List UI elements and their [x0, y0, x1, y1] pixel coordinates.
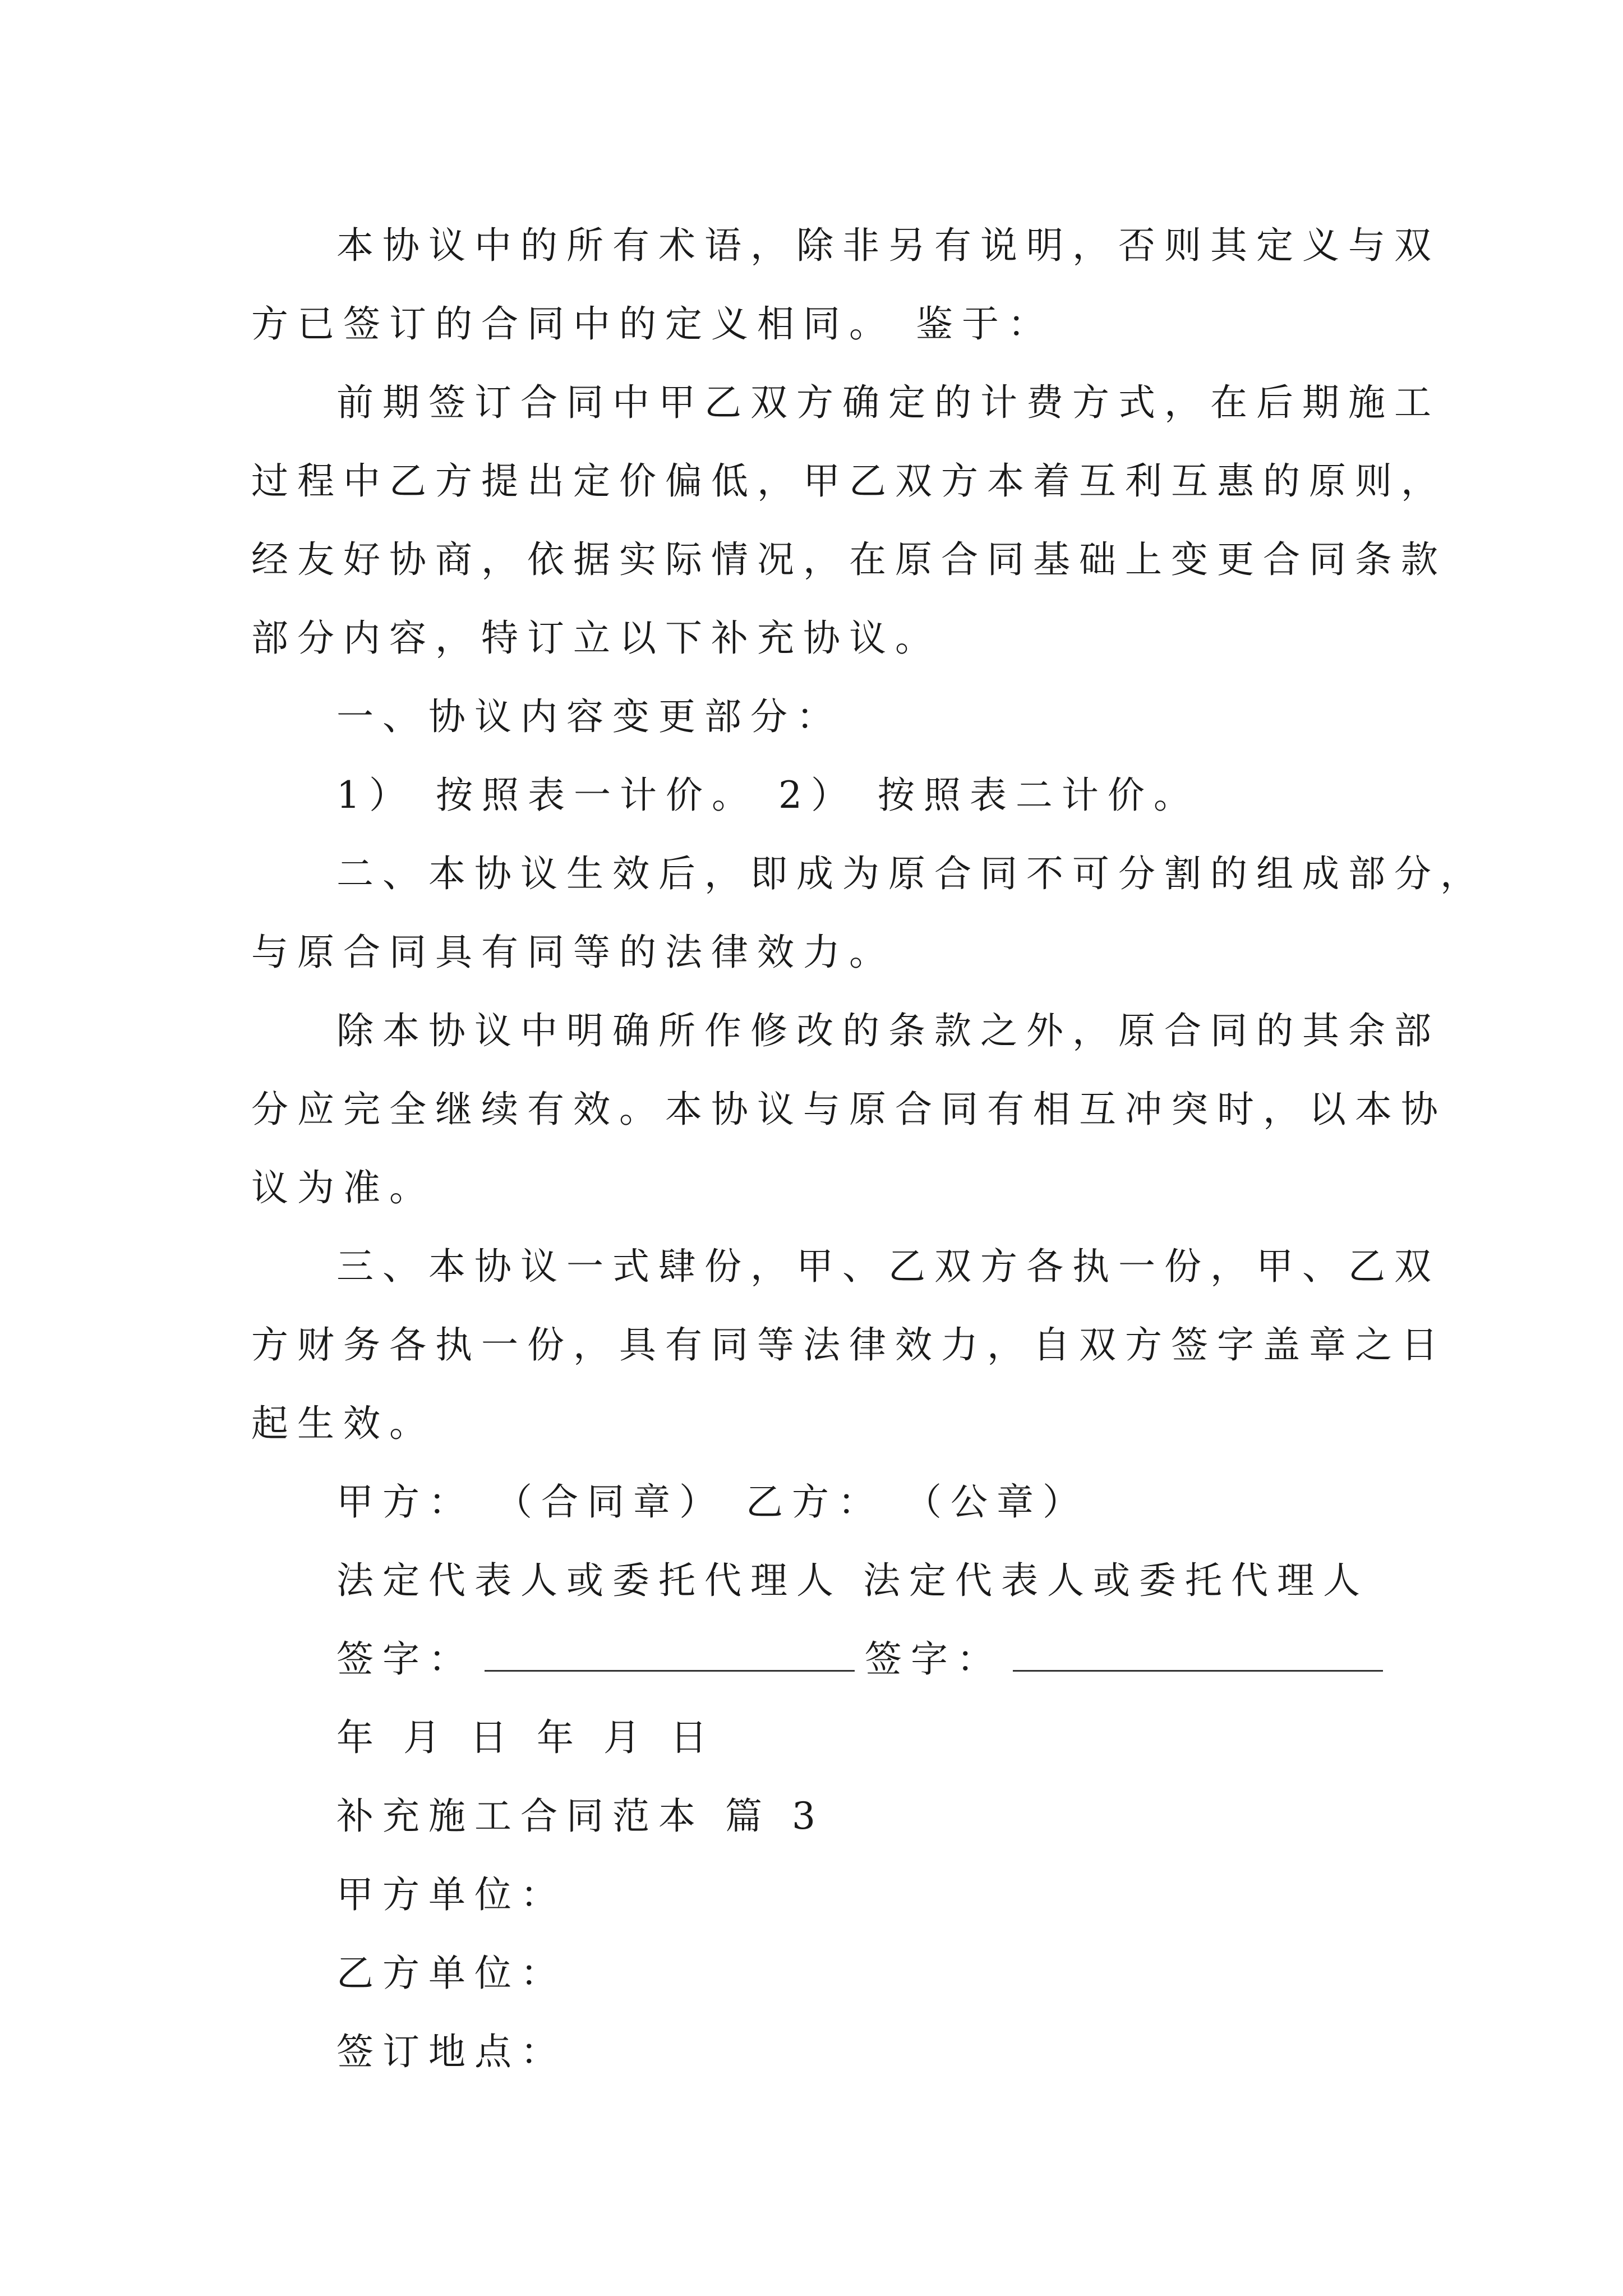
clause-3-line-2: 方财务各执一份，具有同等法律效力，自双方签字盖章之日 [251, 1323, 1447, 1366]
paragraph-validity-line-3: 议为准。 [251, 1166, 435, 1209]
section-title: 补充施工合同范本 篇 3 [336, 1795, 824, 1838]
signature-label-b: 签字： [865, 1637, 1003, 1681]
representatives-line: 法定代表人或委托代理人 法定代表人或委托代理人 [336, 1559, 1369, 1602]
paragraph-pricing-line-4: 部分内容，特订立以下补充协议。 [251, 616, 941, 660]
paragraph-pricing-line-3: 经友好协商，依据实际情况，在原合同基础上变更合同条款 [251, 538, 1447, 581]
date-line: 年 月 日 年 月 日 [336, 1716, 716, 1759]
clause-3-line-1: 三、本协议一式肆份，甲、乙双方各执一份，甲、乙双 [336, 1245, 1440, 1288]
clause-2-line-2: 与原合同具有同等的法律效力。 [251, 931, 895, 974]
paragraph-pricing-line-2: 过程中乙方提出定价偏低，甲乙双方本着互利互惠的原则， [251, 459, 1447, 503]
paragraph-terms-line-1: 本协议中的所有术语，除非另有说明，否则其定义与双 [336, 224, 1440, 267]
party-a-unit: 甲方单位： [336, 1873, 566, 1916]
parties-line: 甲方： （合同章） 乙方： （公章） [336, 1480, 1089, 1524]
party-b-unit: 乙方单位： [336, 1952, 566, 1995]
paragraph-validity-line-2: 分应完全继续有效。本协议与原合同有相互冲突时，以本协 [251, 1088, 1447, 1131]
signature-blank-a [485, 1636, 855, 1672]
signature-label-a: 签字： [336, 1637, 474, 1681]
clause-3-line-3: 起生效。 [251, 1402, 435, 1445]
signature-blank-b [1013, 1636, 1383, 1672]
signature-line [251, 1620, 1378, 1699]
paragraph-validity-line-1: 除本协议中明确所作修改的条款之外，原合同的其余部 [336, 1009, 1440, 1052]
sign-place: 签订地点： [336, 2030, 566, 2073]
paragraph-terms-line-2: 方已签订的合同中的定义相同。 鉴于： [251, 302, 1054, 346]
paragraph-pricing-line-1: 前期签订合同中甲乙双方确定的计费方式，在后期施工 [336, 381, 1440, 424]
clause-1-heading: 一、协议内容变更部分： [336, 695, 842, 738]
clause-1-items: 1） 按照表一计价。 2） 按照表二计价。 [336, 774, 1200, 817]
document-body [251, 206, 1486, 2091]
clause-2-line-1: 二、本协议生效后，即成为原合同不可分割的组成部分， [336, 852, 1486, 895]
